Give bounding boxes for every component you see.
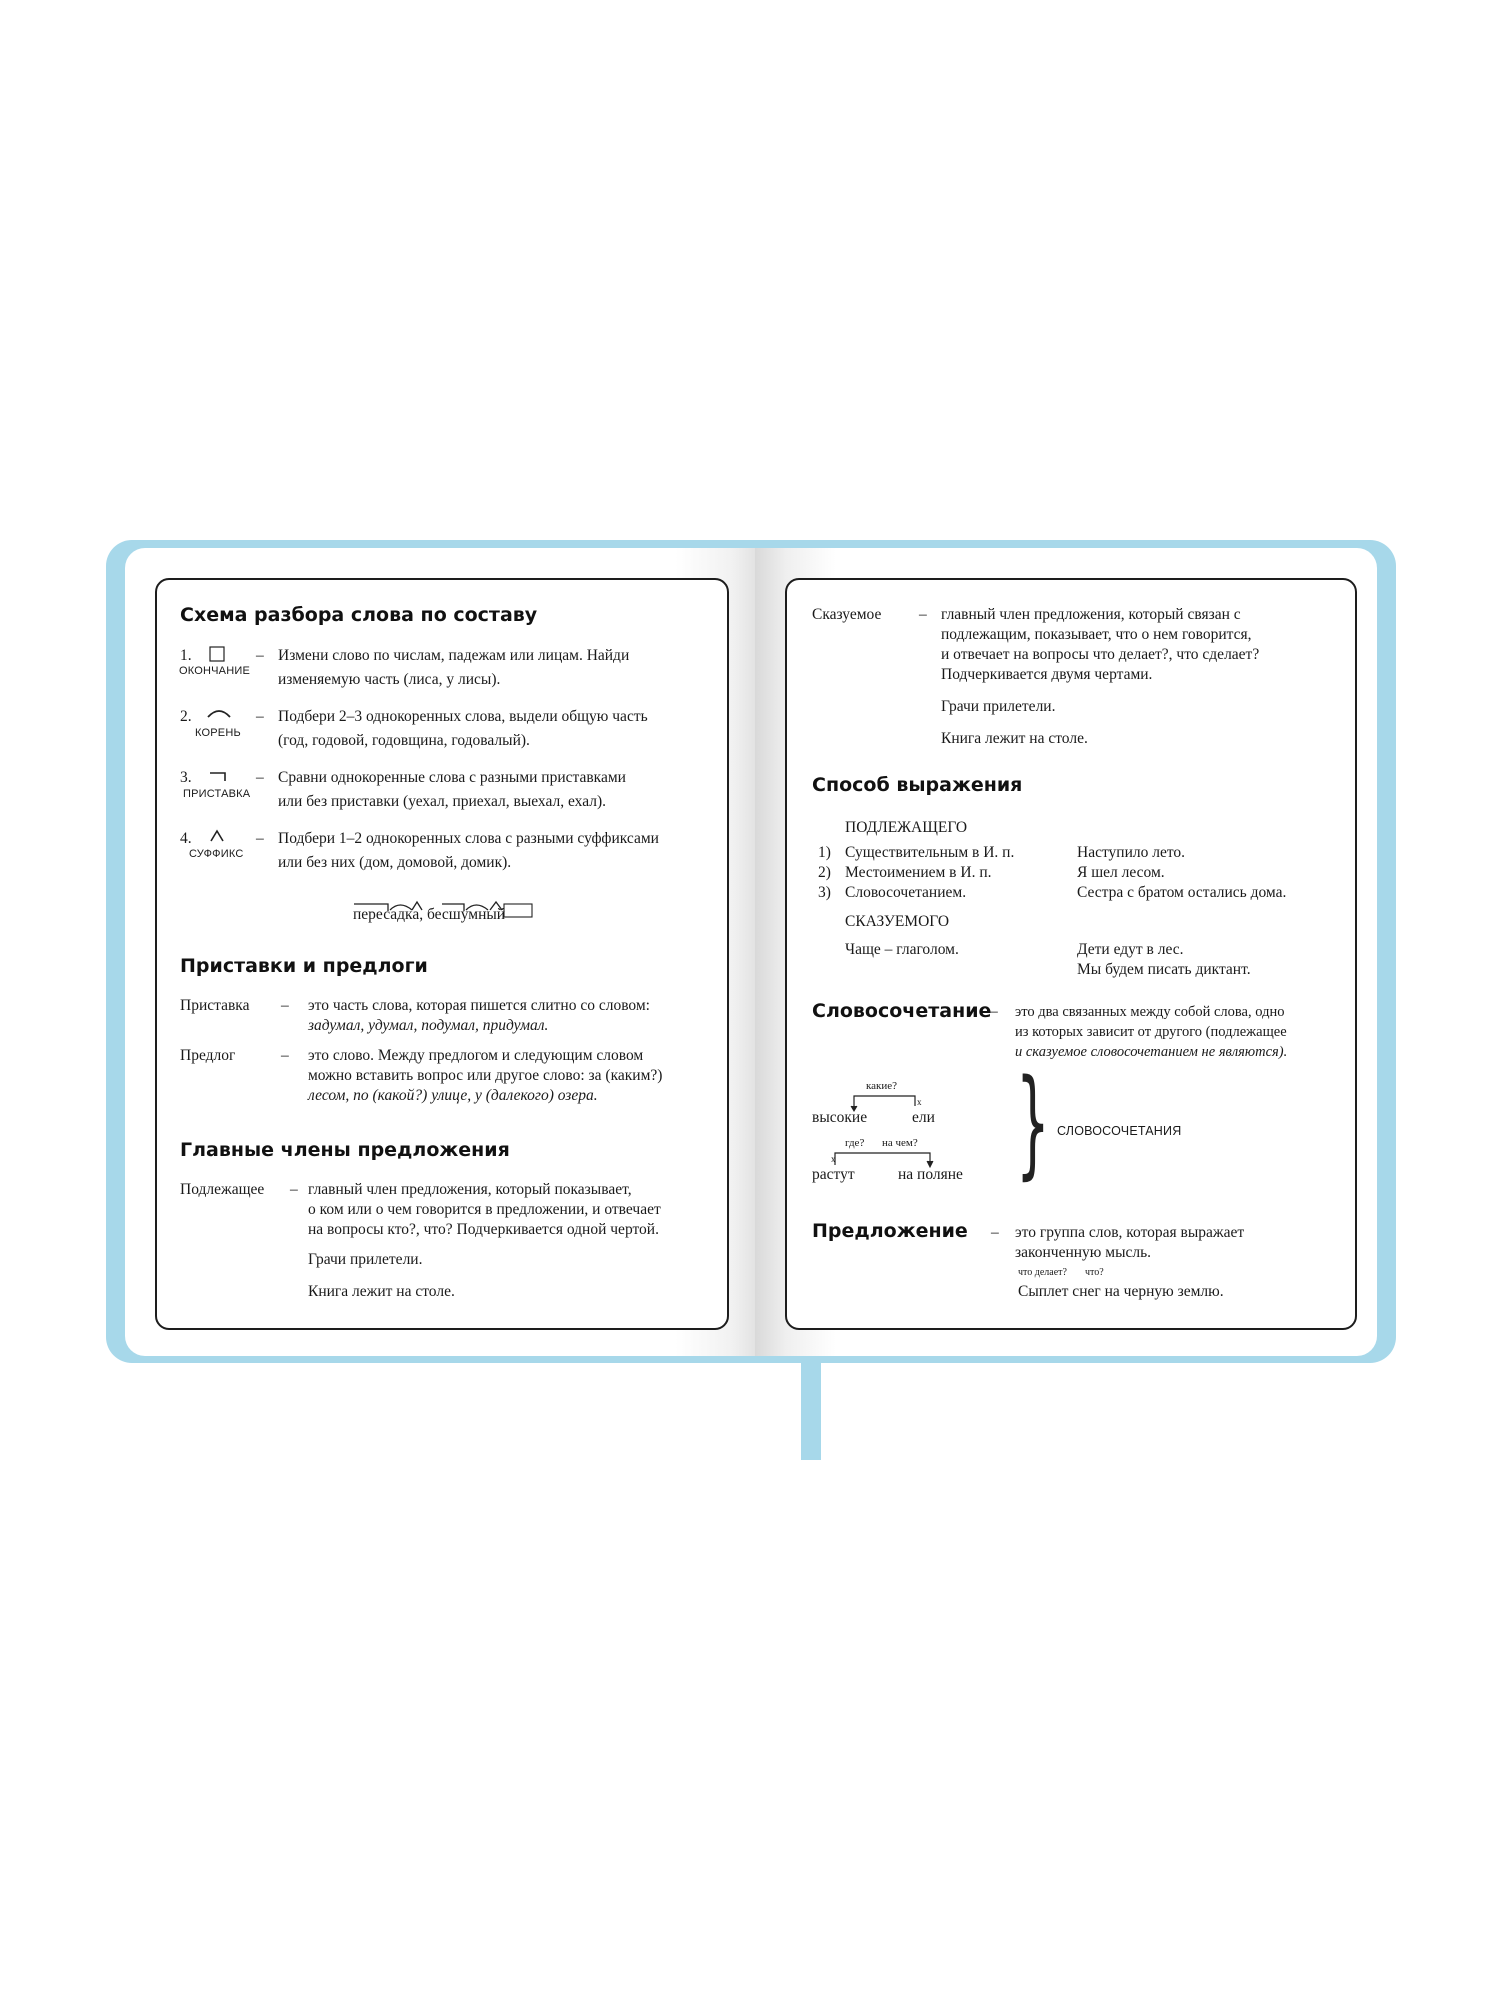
term-predicate: Сказуемое — [812, 606, 882, 623]
example-sentence: Книга лежит на столе. — [941, 730, 1088, 747]
morpheme-label: СУФФИКС — [189, 848, 244, 860]
item-dash: – — [256, 647, 264, 664]
definition-line: и сказуемое словосочетанием не являются). — [1015, 1044, 1288, 1060]
section-title-sentence: Предложение — [812, 1220, 968, 1242]
term-dash: – — [281, 997, 289, 1014]
term-dash: – — [991, 1224, 999, 1241]
question-label: что? — [1085, 1267, 1104, 1278]
question-label: на чем? — [882, 1137, 918, 1149]
list-item: Словосочетанием. — [845, 884, 967, 901]
definition-line: и отвечает на вопросы что делает?, что сделает? — [941, 646, 1260, 663]
definition-line: можно вставить вопрос или другое слово: за (каким?) — [308, 1067, 663, 1084]
definition-line: главный член предложения, который связан с — [941, 606, 1241, 623]
section-title-main-members: Главные члены предложения — [180, 1139, 510, 1161]
item-number: 2. — [180, 708, 192, 725]
word-parse-example: пересадка, бесшумный — [353, 906, 506, 923]
item-text-line: (год, годовой, годовщина, годовалый). — [278, 732, 530, 749]
ending-icon — [209, 646, 225, 662]
phrases-label: СЛОВОСОЧЕТАНИЯ — [1057, 1124, 1182, 1138]
morpheme-label: ОКОНЧАНИЕ — [179, 665, 250, 677]
item-text-line: Подбери 1–2 однокоренных слова с разными суффиксами — [278, 830, 659, 847]
term-dash: – — [281, 1047, 289, 1064]
section-title-word-structure: Схема разбора слова по составу — [180, 604, 538, 626]
question-label: что делает? — [1018, 1267, 1067, 1278]
item-dash: – — [256, 830, 264, 847]
question-label: какие? — [866, 1080, 898, 1092]
example-sentence: Дети едут в лес. — [1077, 941, 1184, 958]
list-number: 2) — [818, 864, 831, 881]
root-arc-icon — [206, 707, 232, 719]
definition-line: на вопросы кто?, что? Подчеркивается одной чертой. — [308, 1221, 659, 1238]
item-text-line: Измени слово по числам, падежам или лицам. Найди — [278, 647, 630, 664]
list-number: 1) — [818, 844, 831, 861]
head-word-mark: x — [917, 1097, 922, 1107]
example-sentence: Сыплет снег на черную землю. — [1018, 1283, 1224, 1300]
item-text-line: или без приставки (уехал, приехал, выехал, ехал). — [278, 793, 606, 810]
term-dash: – — [290, 1181, 298, 1198]
curly-brace: } — [1016, 1053, 1050, 1191]
subheading-predicate: СКАЗУЕМОГО — [845, 913, 950, 930]
item-text-line: Подбери 2–3 однокоренных слова, выдели общую часть — [278, 708, 648, 725]
definition-example: задумал, удумал, подумал, придумал. — [308, 1017, 549, 1034]
prefix-icon — [208, 771, 228, 783]
subheading-subject: ПОДЛЕЖАЩЕГО — [845, 819, 968, 836]
definition-line: это группа слов, которая выражает — [1015, 1224, 1245, 1241]
section-title-expression: Способ выражения — [812, 774, 1023, 796]
section-title-prefixes: Приставки и предлоги — [180, 955, 428, 977]
phrase-word: высокие — [812, 1109, 868, 1126]
suffix-icon — [209, 829, 225, 843]
term-dash: – — [990, 1003, 998, 1020]
item-dash: – — [256, 769, 264, 786]
head-word-mark: x — [831, 1154, 836, 1164]
definition-line: это часть слова, которая пишется слитно со словом: — [308, 997, 650, 1014]
definition-line: законченную мысль. — [1015, 1244, 1152, 1261]
question-label: где? — [845, 1137, 865, 1149]
definition-line: о ком или о чем говорится в предложении, и отвечает — [308, 1201, 661, 1218]
example-sentence: Наступило лето. — [1077, 844, 1186, 861]
morpheme-label: ПРИСТАВКА — [183, 788, 251, 800]
definition-line: это слово. Между предлогом и следующим словом — [308, 1047, 644, 1064]
item-dash: – — [256, 708, 264, 725]
item-number: 1. — [180, 647, 192, 664]
phrase-word: растут — [812, 1166, 855, 1183]
definition-example: лесом, по (какой?) улице, у (далекого) озера. — [308, 1087, 598, 1104]
item-text-line: или без них (дом, домовой, домик). — [278, 854, 512, 871]
example-sentence: Сестра с братом остались дома. — [1077, 884, 1287, 901]
example-sentence: Грачи прилетели. — [941, 698, 1056, 715]
item-number: 4. — [180, 830, 192, 847]
item-text-line: Сравни однокоренные слова с разными приставками — [278, 769, 626, 786]
definition-line: из которых зависит от другого (подлежащее — [1015, 1024, 1287, 1040]
example-sentence: Книга лежит на столе. — [308, 1283, 455, 1300]
example-sentence: Грачи прилетели. — [308, 1251, 423, 1268]
term-preposition: Предлог — [180, 1047, 236, 1064]
example-sentence: Я шел лесом. — [1077, 864, 1165, 881]
term-dash: – — [919, 606, 927, 623]
list-number: 3) — [818, 884, 831, 901]
definition-line: это два связанных между собой слова, одно — [1015, 1004, 1285, 1020]
definition-line: главный член предложения, который показывает, — [308, 1181, 632, 1198]
bookmark-ribbon — [801, 1355, 821, 1460]
phrase-word: ели — [912, 1109, 935, 1126]
term-prefix: Приставка — [180, 997, 250, 1014]
list-item: Чаще – глаголом. — [845, 941, 959, 958]
example-sentence: Мы будем писать диктант. — [1077, 961, 1251, 978]
list-item: Существительным в И. п. — [845, 844, 1015, 861]
item-number: 3. — [180, 769, 192, 786]
morpheme-label: КОРЕНЬ — [195, 727, 241, 739]
section-title-phrase: Словосочетание — [812, 1000, 992, 1022]
term-subject: Подлежащее — [180, 1181, 265, 1198]
item-text-line: изменяемую часть (лиса, у лисы). — [278, 671, 501, 688]
definition-line: Подчеркивается двумя чертами. — [941, 666, 1153, 683]
definition-line: подлежащим, показывает, что о нем говорится, — [941, 626, 1252, 643]
list-item: Местоимением в И. п. — [845, 864, 992, 881]
phrase-word: на поляне — [898, 1166, 963, 1183]
